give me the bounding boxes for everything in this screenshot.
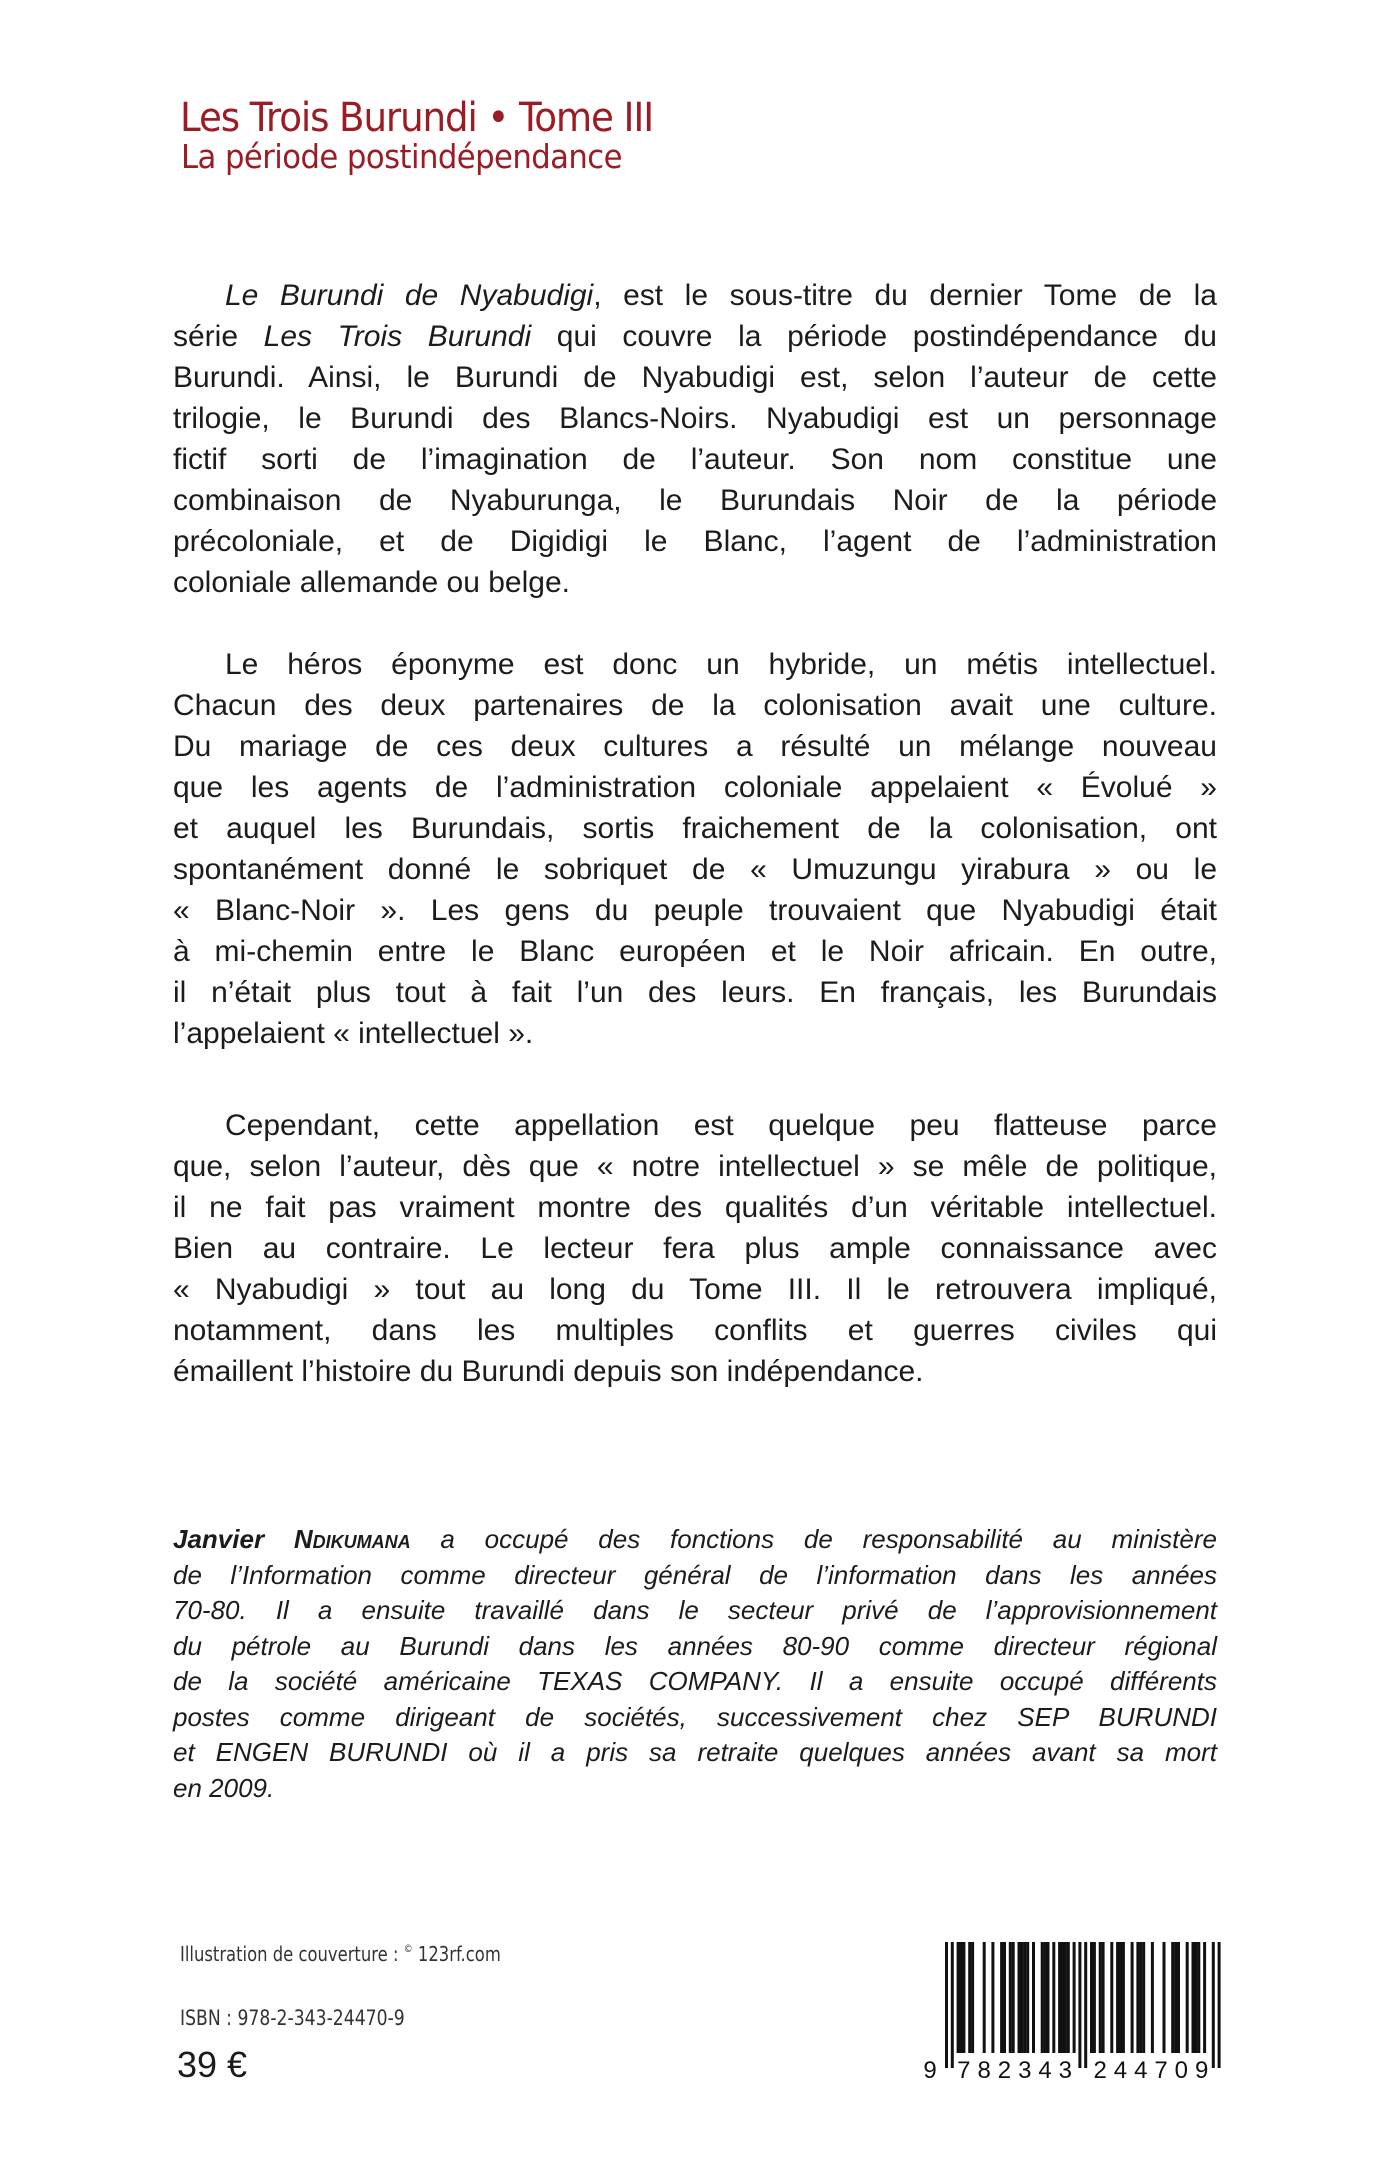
barcode-digit: 4 bbox=[1134, 2057, 1148, 2084]
barcode-bar bbox=[1000, 1942, 1003, 2053]
barcode-bar bbox=[1058, 1942, 1061, 2053]
barcode-bar bbox=[1136, 1942, 1139, 2053]
text-line bbox=[173, 767, 1217, 808]
price-text: 39 € bbox=[177, 2044, 248, 2085]
bio-text: en 2009. bbox=[173, 1772, 275, 1803]
text-line bbox=[173, 521, 1217, 562]
barcode-bar bbox=[1044, 1942, 1047, 2053]
barcode-digit: 3 bbox=[1058, 2057, 1073, 2084]
barcode-bar bbox=[1151, 1942, 1154, 2053]
barcode-digit: 9 bbox=[923, 2057, 937, 2084]
barcode-bar bbox=[951, 1942, 954, 2068]
bio-text: a occupé des fonctions de responsabilité au ministère bbox=[410, 1524, 1217, 1554]
text-segment: que les agents de l’administration coloniale appelaient « Évolué » bbox=[173, 771, 1217, 804]
text-segment: Bien au contraire. Le lecteur fera plus ample connaissance avec bbox=[173, 1232, 1217, 1265]
barcode-bar bbox=[1174, 1942, 1177, 2053]
bio-line bbox=[173, 1593, 1217, 1629]
barcode-bar bbox=[1119, 1942, 1122, 2053]
text-line bbox=[173, 644, 1217, 685]
text-segment: « Nyabudigi » tout au long du Tome III. Il le retrouvera impliqué, bbox=[173, 1273, 1217, 1306]
bio-line bbox=[173, 1629, 1217, 1665]
barcode-bar bbox=[1020, 1942, 1023, 2053]
barcode-bar bbox=[1012, 1942, 1015, 2053]
text-line bbox=[173, 726, 1217, 767]
barcode-bar bbox=[1203, 1942, 1206, 2053]
barcode-bar bbox=[1023, 1942, 1026, 2053]
author-last-name: Ndikumana bbox=[293, 1524, 411, 1554]
barcode-bar bbox=[968, 1942, 971, 2053]
bio-text: de l’Information comme directeur général de l’information dans les années bbox=[173, 1559, 1217, 1590]
bio-line bbox=[173, 1522, 1217, 1558]
barcode-bar bbox=[1116, 1942, 1119, 2053]
bio-text: du pétrole au Burundi dans les années 80-90 comme directeur régional bbox=[173, 1630, 1217, 1661]
text-line bbox=[173, 275, 1217, 316]
text-line bbox=[173, 1105, 1217, 1146]
text-line bbox=[173, 808, 1217, 849]
text-segment: notamment, dans les multiples conflits et guerres civiles qui bbox=[173, 1314, 1217, 1347]
barcode-bar bbox=[1192, 1942, 1195, 2053]
author-biography bbox=[173, 1522, 1217, 1806]
text-line bbox=[173, 1146, 1217, 1187]
barcode-bar bbox=[1018, 1942, 1021, 2053]
text-segment: à mi-chemin entre le Blanc européen et le Noir africain. En outre, bbox=[173, 935, 1217, 968]
text-segment: coloniale allemande ou belge. bbox=[173, 566, 570, 599]
barcode-digit: 7 bbox=[957, 2057, 971, 2084]
barcode-bar bbox=[1218, 1942, 1221, 2068]
barcode-bar bbox=[1194, 1942, 1197, 2053]
barcode-bar bbox=[1067, 1942, 1070, 2053]
text-segment: « Blanc-Noir ». Les gens du peuple trouvaient que Nyabudigi était bbox=[173, 894, 1217, 927]
text-segment: Cependant, cette appellation est quelque peu flatteuse parce bbox=[225, 1109, 1217, 1142]
bio-line bbox=[173, 1664, 1217, 1700]
bio-text: et ENGEN BURUNDI où il a pris sa retraite quelques années avant sa mort bbox=[173, 1737, 1217, 1767]
barcode-bar bbox=[1032, 1942, 1035, 2053]
text-line bbox=[173, 1310, 1217, 1351]
text-line bbox=[173, 1187, 1217, 1228]
barcode-bar bbox=[1142, 1942, 1145, 2053]
text-segment: , est le sous-titre du dernier Tome de la bbox=[593, 279, 1217, 312]
text-line bbox=[173, 890, 1217, 931]
barcode-bar bbox=[957, 1942, 960, 2053]
barcode-bar bbox=[1052, 1942, 1055, 2053]
barcode-bar bbox=[971, 1942, 974, 2053]
barcode-bar bbox=[1009, 1942, 1012, 2053]
text-segment: Du mariage de ces deux cultures a résulté un mélange nouveau bbox=[173, 730, 1217, 763]
text-segment: Burundi. Ainsi, le Burundi de Nyabudigi est, selon l’auteur de cette bbox=[173, 361, 1217, 394]
text-segment: que, selon l’auteur, dès que « notre intellectuel » se mêle de politique, bbox=[173, 1150, 1217, 1183]
text-line bbox=[173, 1228, 1217, 1269]
text-line bbox=[173, 685, 1217, 726]
bio-line bbox=[173, 1735, 1217, 1771]
credit-source: 123rf.com bbox=[412, 1942, 501, 1966]
isbn-text: ISBN : 978-2-343-24470-9 bbox=[180, 2006, 405, 2030]
barcode-digit: 4 bbox=[1038, 2057, 1052, 2084]
text-line bbox=[173, 439, 1217, 480]
bio-text: de la société américaine TEXAS COMPANY. Il a ensuite occupé différents bbox=[173, 1666, 1217, 1696]
barcode-digit: 9 bbox=[1194, 2057, 1209, 2084]
barcode-bar bbox=[1131, 1942, 1134, 2053]
barcode-bar bbox=[1110, 1942, 1113, 2053]
text-segment: il ne fait pas vraiment montre des qualités d’un véritable intellectuel. bbox=[173, 1191, 1217, 1224]
barcode-bar bbox=[1186, 1942, 1189, 2053]
barcode-digit: 3 bbox=[1018, 2057, 1032, 2084]
barcode-digit: 0 bbox=[1174, 2057, 1189, 2084]
bio-text: postes comme dirigeant de sociétés, successivement chez SEP BURUNDI bbox=[173, 1701, 1217, 1732]
barcode-bar bbox=[1093, 1942, 1096, 2053]
text-line bbox=[173, 357, 1217, 398]
barcode-bar bbox=[1041, 1942, 1044, 2053]
summary-paragraph-3 bbox=[173, 1105, 1217, 1392]
barcode-bar bbox=[1078, 1942, 1081, 2068]
cover-illustration-credit bbox=[180, 1942, 501, 1966]
bio-line bbox=[173, 1771, 1217, 1807]
barcode-bar bbox=[1073, 1942, 1076, 2053]
text-line bbox=[173, 849, 1217, 890]
author-first-name: Janvier bbox=[173, 1524, 294, 1554]
barcode-bar bbox=[1061, 1942, 1064, 2053]
bio-line bbox=[173, 1700, 1217, 1736]
barcode-bar bbox=[1047, 1942, 1050, 2053]
text-segment: trilogie, le Burundi des Blancs-Noirs. Nyabudigi est un personnage bbox=[173, 402, 1217, 435]
barcode-digit: 2 bbox=[1093, 2057, 1107, 2084]
barcode-bar bbox=[1122, 1942, 1125, 2053]
barcode-digit: 8 bbox=[977, 2057, 991, 2084]
summary-paragraph-2 bbox=[173, 644, 1217, 1054]
text-segment: Chacun des deux partenaires de la colonisation avait une culture. bbox=[173, 689, 1217, 722]
italic-title-text: Les Trois Burundi bbox=[263, 320, 532, 353]
series-title: Les Trois Burundi • Tome III bbox=[180, 95, 654, 141]
barcode-digit: 4 bbox=[1113, 2057, 1128, 2084]
barcode-bar bbox=[1163, 1942, 1166, 2053]
text-segment: Le héros éponyme est donc un hybride, un métis intellectuel. bbox=[225, 648, 1217, 681]
ean13-barcode bbox=[918, 1936, 1238, 2086]
barcode-bar bbox=[962, 1942, 965, 2053]
text-line bbox=[173, 972, 1217, 1013]
barcode-bar bbox=[1197, 1942, 1200, 2053]
text-line bbox=[173, 316, 1217, 357]
barcode-bar bbox=[1064, 1942, 1067, 2053]
text-line bbox=[173, 1351, 1217, 1392]
bio-line bbox=[173, 1558, 1217, 1594]
text-segment: série bbox=[173, 320, 264, 353]
barcode-graphic bbox=[918, 1936, 1238, 2086]
barcode-bar bbox=[991, 1942, 994, 2053]
text-segment: qui couvre la période postindépendance du bbox=[531, 320, 1217, 353]
italic-title-text: Le Burundi de Nyabudigi bbox=[225, 279, 594, 312]
barcode-digit: 2 bbox=[997, 2057, 1012, 2084]
text-line bbox=[173, 1269, 1217, 1310]
text-segment: il n’était plus tout à fait l’un des leurs. En français, les Burundais bbox=[173, 976, 1217, 1009]
barcode-bar bbox=[1003, 1942, 1006, 2053]
barcode-bar bbox=[1171, 1942, 1174, 2053]
text-segment: combinaison de Nyaburunga, le Burundais Noir de la période bbox=[173, 484, 1217, 517]
copyright-symbol: © bbox=[403, 1942, 413, 1955]
text-line bbox=[173, 1013, 1217, 1054]
barcode-bar bbox=[1139, 1942, 1142, 2053]
text-segment: précoloniale, et de Digidigi le Blanc, l’agent de l’administration bbox=[173, 525, 1217, 558]
text-line bbox=[173, 398, 1217, 439]
text-segment: fictif sorti de l’imagination de l’auteur. Son nom constitue une bbox=[173, 443, 1217, 476]
text-segment: spontanément donné le sobriquet de « Umuzungu yirabura » ou le bbox=[173, 853, 1217, 886]
summary-paragraph-1 bbox=[173, 275, 1217, 603]
barcode-bar bbox=[1177, 1942, 1180, 2053]
barcode-bar bbox=[960, 1942, 963, 2053]
text-segment: et auquel les Burundais, sortis fraichement de la colonisation, ont bbox=[173, 812, 1217, 845]
text-line bbox=[173, 480, 1217, 521]
barcode-bar bbox=[945, 1942, 948, 2068]
barcode-bar bbox=[1102, 1942, 1105, 2053]
barcode-bar bbox=[1099, 1942, 1102, 2053]
text-segment: émaillent l’histoire du Burundi depuis son indépendance. bbox=[173, 1355, 924, 1388]
barcode-bar bbox=[1026, 1942, 1029, 2053]
volume-subtitle: La période postindépendance bbox=[181, 137, 622, 176]
barcode-digit: 7 bbox=[1154, 2057, 1168, 2084]
text-segment: l’appelaient « intellectuel ». bbox=[173, 1017, 534, 1050]
text-line bbox=[173, 931, 1217, 972]
barcode-bar bbox=[1090, 1942, 1093, 2053]
barcode-bar bbox=[1212, 1942, 1215, 2068]
credit-label: Illustration de couverture : bbox=[180, 1942, 404, 1966]
barcode-bar bbox=[1084, 1942, 1087, 2068]
bio-text: 70-80. Il a ensuite travaillé dans le secteur privé de l’approvisionnement bbox=[173, 1595, 1217, 1625]
barcode-bar bbox=[983, 1942, 986, 2053]
text-line bbox=[173, 562, 1217, 603]
